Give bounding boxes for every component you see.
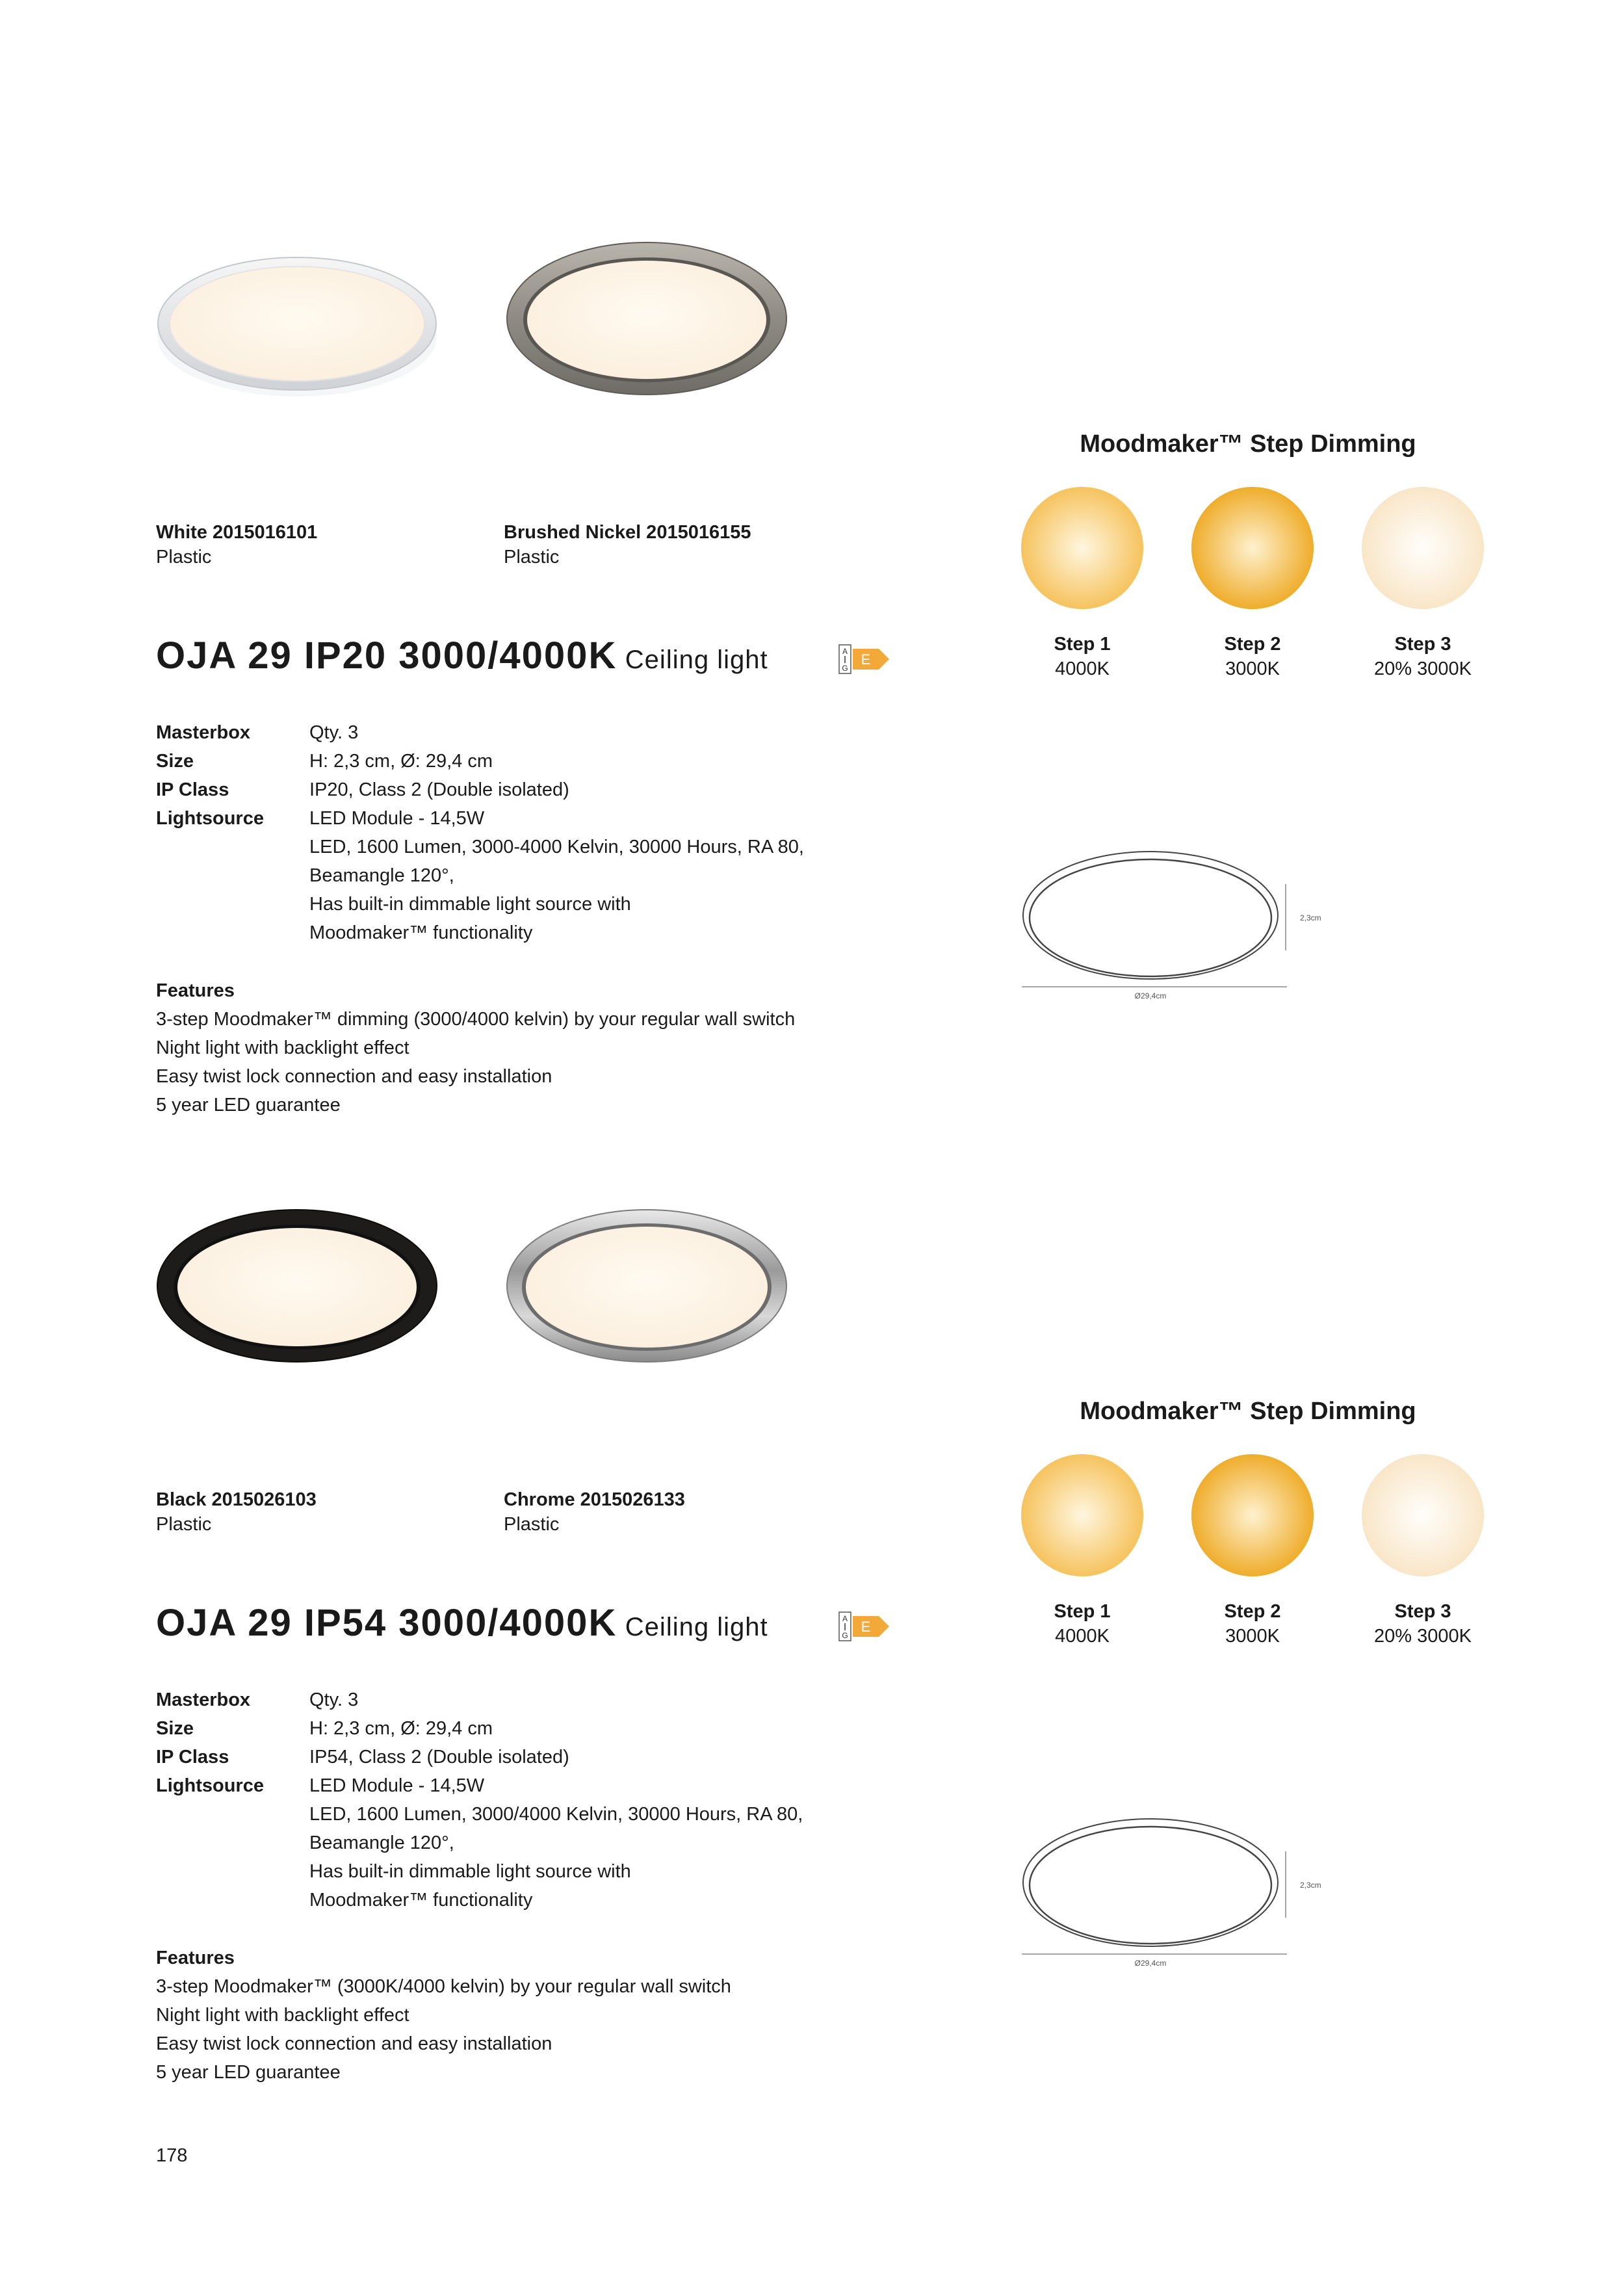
product-type: Ceiling light: [625, 646, 768, 674]
height-label: 2,3cm: [1300, 913, 1321, 922]
product-type: Ceiling light: [625, 1613, 768, 1641]
dimming-title: Moodmaker™ Step Dimming: [1080, 1398, 1416, 1425]
feature-item: 5 year LED guarantee: [156, 2062, 341, 2083]
dimming-step-1: [1011, 1599, 1154, 1649]
energy-label-icon: [838, 1611, 890, 1642]
dimming-step-2: [1181, 632, 1324, 681]
spec-value: Moodmaker™ functionality: [309, 922, 533, 943]
variant-name: Black 2015026103: [156, 1489, 317, 1510]
dimming-step-3: [1351, 632, 1494, 681]
spec-row-masterbox: [156, 718, 804, 747]
glow-4000k-icon: [1020, 486, 1144, 610]
energy-scale-top: A: [842, 1614, 848, 1623]
variant-material: Plastic: [156, 1514, 212, 1535]
glow-dim-icon: [1361, 1454, 1485, 1577]
feature-item: Easy twist lock connection and easy installation: [156, 2033, 552, 2054]
variant-brushed-nickel: [504, 520, 751, 569]
spec-value: Qty. 3: [309, 1689, 359, 1710]
spec-value: LED Module - 14,5W: [309, 1775, 485, 1796]
dimming-title: Moodmaker™ Step Dimming: [1080, 430, 1416, 458]
variant-name: Brushed Nickel 2015016155: [504, 522, 751, 543]
spec-value: IP54, Class 2 (Double isolated): [309, 1747, 569, 1768]
diameter-label: Ø29,4cm: [1134, 991, 1167, 1000]
glow-3000k-icon: [1191, 486, 1314, 610]
spec-row-size: [156, 1714, 803, 1743]
spec-row-ip-class: [156, 1743, 803, 1771]
spec-value: H: 2,3 cm, Ø: 29,4 cm: [309, 1718, 493, 1739]
step-value: 20% 3000K: [1374, 1626, 1472, 1647]
variant-white: [156, 520, 317, 569]
variant-name: Chrome 2015026133: [504, 1489, 685, 1510]
step-label: Step 2: [1224, 634, 1281, 655]
step-label: Step 2: [1224, 1601, 1281, 1622]
dimming-step-1: [1011, 632, 1154, 681]
spec-value: IP20, Class 2 (Double isolated): [309, 779, 569, 800]
features-heading: Features: [156, 980, 235, 1001]
page-number: 178: [156, 2145, 188, 2166]
step-value: 3000K: [1225, 659, 1280, 679]
spec-row-masterbox: [156, 1686, 803, 1714]
spec-value: H: 2,3 cm, Ø: 29,4 cm: [309, 751, 493, 772]
spec-label: Size: [156, 1718, 194, 1739]
product-section-ip54: [0, 967, 1623, 2083]
dimming-step-2: [1181, 1599, 1324, 1649]
product-title: [156, 1601, 768, 1645]
dimming-step-3: [1351, 1599, 1494, 1649]
spec-table: [156, 1686, 803, 1914]
product-section-ip20: [0, 0, 1623, 1115]
lamp-white-icon: [151, 241, 443, 397]
lamp-chrome-icon: [500, 1201, 793, 1370]
energy-class: E: [861, 1619, 871, 1635]
spec-row-ip-class: [156, 776, 804, 804]
feature-item: Easy twist lock connection and easy installation: [156, 1066, 552, 1087]
spec-value: Has built-in dimmable light source with: [309, 1861, 631, 1882]
lamp-brushed-nickel-icon: [500, 234, 793, 403]
feature-item: 5 year LED guarantee: [156, 1095, 341, 1115]
product-name: OJA 29 IP54 3000/4000K: [156, 1602, 617, 1644]
variant-chrome: [504, 1487, 685, 1537]
feature-item: Night light with backlight effect: [156, 1037, 409, 1058]
spec-label: Masterbox: [156, 1689, 251, 1710]
height-label: 2,3cm: [1300, 1881, 1321, 1890]
glow-3000k-icon: [1191, 1454, 1314, 1577]
spec-label: Size: [156, 751, 194, 772]
variant-material: Plastic: [504, 1514, 560, 1535]
feature-item: 3-step Moodmaker™ dimming (3000/4000 kelvin) by your regular wall switch: [156, 1009, 796, 1030]
lamp-black-icon: [151, 1201, 443, 1370]
spec-row-lightsource: [156, 1771, 803, 1914]
spec-row-size: [156, 747, 804, 776]
step-value: 20% 3000K: [1374, 659, 1472, 679]
spec-value: LED, 1600 Lumen, 3000-4000 Kelvin, 30000 Hours, RA 80,: [309, 837, 804, 857]
spec-value: LED, 1600 Lumen, 3000/4000 Kelvin, 30000 Hours, RA 80,: [309, 1804, 803, 1825]
feature-item: 3-step Moodmaker™ (3000K/4000 kelvin) by your regular wall switch: [156, 1976, 731, 1997]
variant-black: [156, 1487, 317, 1537]
spec-value: Beamangle 120°,: [309, 1833, 454, 1853]
product-title: [156, 634, 768, 677]
features-heading: Features: [156, 1948, 235, 1968]
diameter-label: Ø29,4cm: [1134, 1959, 1167, 1968]
variant-material: Plastic: [504, 547, 560, 567]
product-name: OJA 29 IP20 3000/4000K: [156, 634, 617, 677]
step-value: 3000K: [1225, 1626, 1280, 1647]
spec-value: Beamangle 120°,: [309, 865, 454, 886]
energy-scale-top: A: [842, 647, 848, 656]
variant-name: White 2015016101: [156, 522, 318, 543]
spec-value: LED Module - 14,5W: [309, 808, 485, 829]
dimension-drawing: [1014, 1799, 1352, 1968]
feature-item: Night light with backlight effect: [156, 2005, 409, 2026]
spec-label: Lightsource: [156, 1775, 264, 1796]
step-value: 4000K: [1055, 1626, 1110, 1647]
glow-dim-icon: [1361, 486, 1485, 610]
spec-value: Has built-in dimmable light source with: [309, 894, 631, 915]
spec-value: Moodmaker™ functionality: [309, 1890, 533, 1911]
spec-table: [156, 718, 804, 947]
step-label: Step 3: [1394, 634, 1451, 655]
energy-class: E: [861, 651, 871, 668]
spec-row-lightsource: [156, 804, 804, 947]
step-label: Step 3: [1394, 1601, 1451, 1622]
step-label: Step 1: [1054, 1601, 1111, 1622]
variant-material: Plastic: [156, 547, 212, 567]
step-value: 4000K: [1055, 659, 1110, 679]
spec-value: Qty. 3: [309, 722, 359, 743]
energy-label-icon: [838, 644, 890, 675]
spec-label: Masterbox: [156, 722, 251, 743]
glow-4000k-icon: [1020, 1454, 1144, 1577]
spec-label: Lightsource: [156, 808, 264, 829]
spec-label: IP Class: [156, 779, 229, 800]
features-list: [156, 1944, 731, 2087]
spec-label: IP Class: [156, 1747, 229, 1768]
energy-scale-bottom: G: [842, 1631, 848, 1640]
energy-scale-bottom: G: [842, 664, 848, 673]
step-label: Step 1: [1054, 634, 1111, 655]
